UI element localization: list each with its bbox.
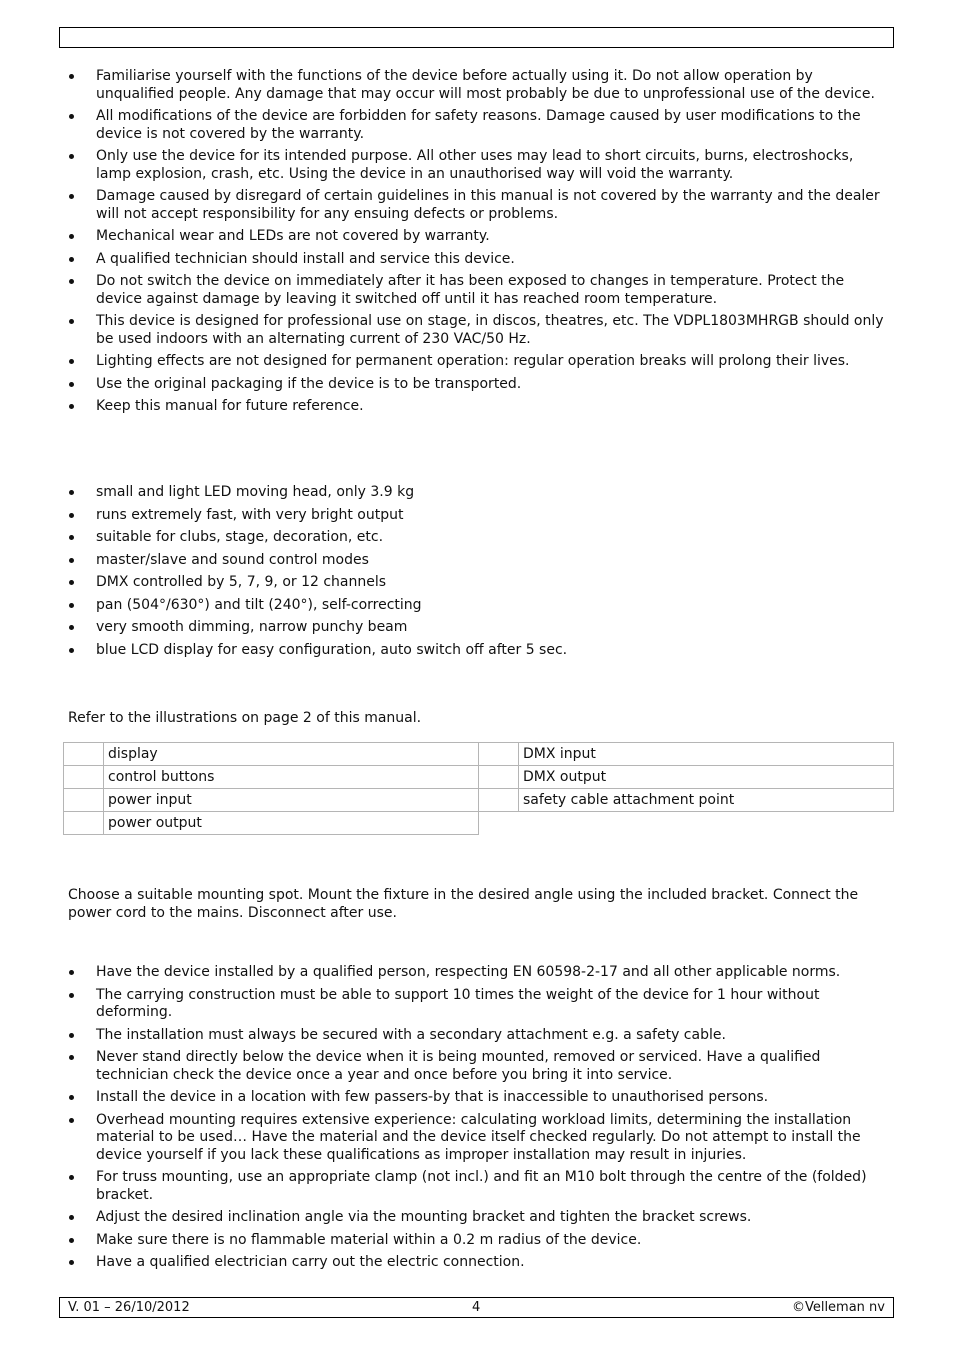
list-item: All modifications of the device are forbidden for safety reasons. Damage caused by user modifications to the device is not covered by the warranty. (68, 108, 890, 143)
list-item: Lighting effects are not designed for permanent operation: regular operation breaks will prolong their lives. (68, 353, 890, 371)
table-cell: DMX input (519, 743, 894, 766)
table-cell: safety cable attachment point (519, 789, 894, 812)
list-item: small and light LED moving head, only 3.9 kg (68, 484, 890, 502)
list-item: Overhead mounting requires extensive experience: calculating workload limits, determining the installation material to be used… Have the material and the device itself checked regularly. Do not attempt to install the device yourself if you lack these qualifications as improper installation may result in injuries. (68, 1112, 890, 1165)
footer-page-number: 4 (472, 1300, 481, 1315)
list-item: The carrying construction must be able to support 10 times the weight of the device for 1 hour without deforming. (68, 987, 890, 1022)
list-item: Never stand directly below the device when it is being mounted, removed or serviced. Have a qualified technician check the device once a year and once before you bring it into service. (68, 1049, 890, 1084)
list-item: Do not switch the device on immediately after it has been exposed to changes in temperature. Protect the device against damage by leaving it switched off until it has reached room temperature. (68, 273, 890, 308)
list-item: Make sure there is no flammable material within a 0.2 m radius of the device. (68, 1232, 890, 1250)
list-item: Only use the device for its intended purpose. All other uses may lead to short circuits, burns, electroshocks, lamp explosion, crash, etc. Using the device in an unauthorised way will void the warranty. (68, 148, 890, 183)
overview-intro: Refer to the illustrations on page 2 of this manual. (68, 710, 422, 726)
list-item: suitable for clubs, stage, decoration, etc. (68, 529, 890, 547)
list-item: very smooth dimming, narrow punchy beam (68, 619, 890, 637)
table-row (64, 812, 894, 835)
list-item: DMX controlled by 5, 7, 9, or 12 channels (68, 574, 890, 592)
list-item: For truss mounting, use an appropriate clamp (not incl.) and fit an M10 bolt through the centre of the (folded) bracket. (68, 1169, 890, 1204)
mounting-intro: Choose a suitable mounting spot. Mount the fixture in the desired angle using the included bracket. Connect the power cord to the mains. Disconnect after use. (68, 887, 859, 921)
list-item: Install the device in a location with few passers-by that is inaccessible to unauthorised persons. (68, 1089, 890, 1107)
list-item: The installation must always be secured with a secondary attachment e.g. a safety cable. (68, 1027, 890, 1045)
list-item: Familiarise yourself with the functions of the device before actually using it. Do not allow operation by unqualified people. Any damage that may occur will most probably be due to unprofessional use of the device. (68, 68, 890, 103)
table-row (64, 743, 894, 766)
list-item: master/slave and sound control modes (68, 552, 890, 570)
table-cell: power output (104, 812, 479, 835)
safety-guidelines-list (68, 68, 890, 421)
footer-version: V. 01 – 26/10/2012 (68, 1300, 190, 1315)
installation-list (68, 964, 890, 1277)
list-item: blue LCD display for easy configuration, auto switch off after 5 sec. (68, 642, 890, 660)
table-row (64, 789, 894, 812)
parts-table (63, 742, 894, 835)
features-list (68, 484, 890, 664)
table-cell: power input (104, 789, 479, 812)
list-item: Damage caused by disregard of certain guidelines in this manual is not covered by the warranty and the dealer will not accept responsibility for any ensuing defects or problems. (68, 188, 890, 223)
list-item: Keep this manual for future reference. (68, 398, 890, 416)
list-item: Have a qualified electrician carry out the electric connection. (68, 1254, 890, 1272)
list-item: Adjust the desired inclination angle via the mounting bracket and tighten the bracket screws. (68, 1209, 890, 1227)
table-cell: control buttons (104, 766, 479, 789)
list-item: This device is designed for professional use on stage, in discos, theatres, etc. The VDPL1803MHRGB should only be used indoors with an alternating current of 230 VAC/50 Hz. (68, 313, 890, 348)
list-item: Have the device installed by a qualified person, respecting EN 60598-2-17 and all other applicable norms. (68, 964, 890, 982)
list-item: Mechanical wear and LEDs are not covered by warranty. (68, 228, 890, 246)
page-header-box (59, 27, 894, 48)
page-footer (59, 1297, 894, 1318)
table-row (64, 766, 894, 789)
list-item: runs extremely fast, with very bright output (68, 507, 890, 525)
footer-copyright: ©Velleman nv (791, 1300, 885, 1315)
list-item: Use the original packaging if the device is to be transported. (68, 376, 890, 394)
list-item: pan (504°/630°) and tilt (240°), self-correcting (68, 597, 890, 615)
list-item: A qualified technician should install and service this device. (68, 251, 890, 269)
table-cell: DMX output (519, 766, 894, 789)
table-cell: display (104, 743, 479, 766)
